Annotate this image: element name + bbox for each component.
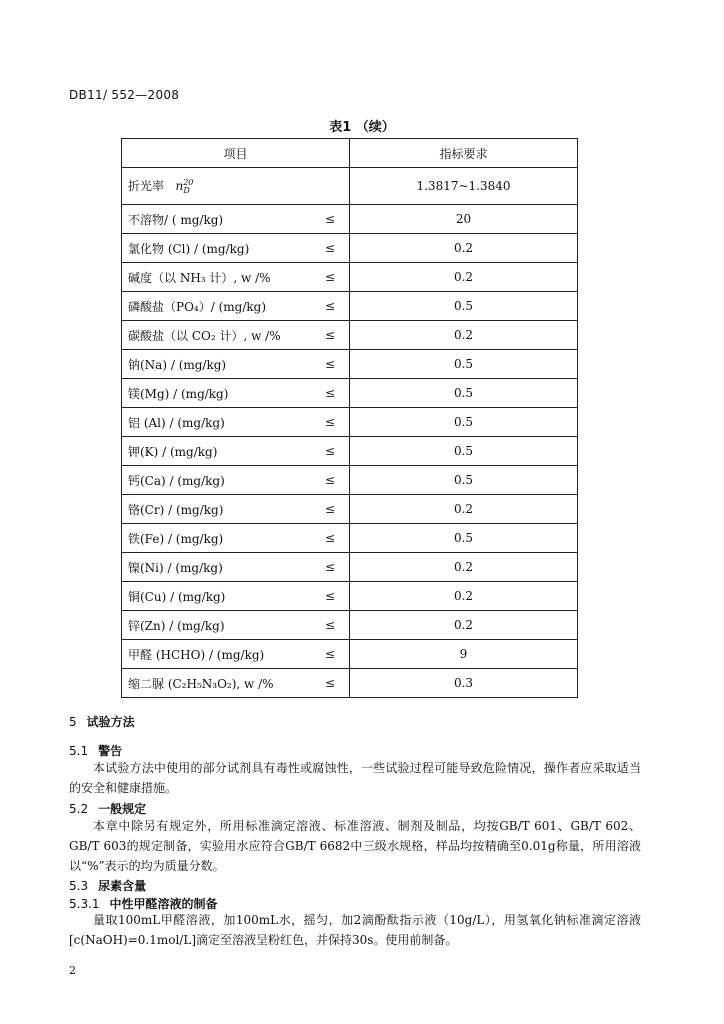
less-equal-symbol: ≤ <box>324 270 335 284</box>
table-row <box>122 263 578 292</box>
row-label <box>122 263 350 292</box>
refractive-index-symbol: $n^{20}_D$ <box>167 177 194 196</box>
row-value: 1.3817~1.3840 <box>350 168 578 205</box>
row-value: 0.5 <box>350 292 578 321</box>
less-equal-symbol: ≤ <box>324 357 335 371</box>
row-label-text: 铬(Cr) / (mg/kg) <box>128 502 224 517</box>
row-label-text: 铁(Fe) / (mg/kg) <box>128 531 224 546</box>
row-value: 0.2 <box>350 321 578 350</box>
spec-table <box>121 138 578 698</box>
row-label <box>122 669 350 698</box>
row-label <box>122 611 350 640</box>
table-row <box>122 234 578 263</box>
header-item: 项目 <box>122 139 350 168</box>
row-value: 0.5 <box>350 408 578 437</box>
header-requirement: 指标要求 <box>350 139 578 168</box>
less-equal-symbol: ≤ <box>324 386 335 400</box>
less-equal-symbol: ≤ <box>324 560 335 574</box>
row-value: 20 <box>350 205 578 234</box>
row-label-text: 不溶物/ ( mg/kg) <box>128 212 224 227</box>
less-equal-symbol: ≤ <box>324 212 335 226</box>
table-row <box>122 495 578 524</box>
row-label-text: 铝 (Al) / (mg/kg) <box>128 415 225 430</box>
row-value: 0.5 <box>350 524 578 553</box>
section-5-heading: 5 试验方法 <box>69 715 135 729</box>
table-row <box>122 205 578 234</box>
row-label-text: 镁(Mg) / (mg/kg) <box>128 386 229 401</box>
page-number: 2 <box>69 964 76 977</box>
less-equal-symbol: ≤ <box>324 473 335 487</box>
less-equal-symbol: ≤ <box>324 589 335 603</box>
row-label-text: 镍(Ni) / (mg/kg) <box>128 560 223 575</box>
row-value: 0.5 <box>350 437 578 466</box>
table-row <box>122 466 578 495</box>
row-label <box>122 350 350 379</box>
row-label-text: 铜(Cu) / (mg/kg) <box>128 589 226 604</box>
row-value: 0.2 <box>350 582 578 611</box>
row-label-text: 钾(K) / (mg/kg) <box>128 444 218 459</box>
section-5-2-heading: 5.2 一般规定 <box>69 802 147 816</box>
row-label <box>122 495 350 524</box>
section-5-3-heading: 5.3 尿素含量 <box>69 879 147 893</box>
row-value: 0.2 <box>350 553 578 582</box>
row-label <box>122 408 350 437</box>
less-equal-symbol: ≤ <box>324 531 335 545</box>
less-equal-symbol: ≤ <box>324 647 335 661</box>
row-value: 0.2 <box>350 495 578 524</box>
row-label-text: 钙(Ca) / (mg/kg) <box>128 473 225 488</box>
row-label <box>122 582 350 611</box>
row-label-text: 磷酸盐（PO₄）/ (mg/kg) <box>128 299 267 314</box>
row-label-text: 钠(Na) / (mg/kg) <box>128 357 227 372</box>
table-title: 表1 （续） <box>329 120 395 135</box>
table-row <box>122 669 578 698</box>
row-value: 0.5 <box>350 379 578 408</box>
less-equal-symbol: ≤ <box>324 618 335 632</box>
less-equal-symbol: ≤ <box>324 444 335 458</box>
row-label <box>122 437 350 466</box>
table-row <box>122 408 578 437</box>
row-value: 0.5 <box>350 466 578 495</box>
table-row <box>122 379 578 408</box>
section-5-3-1-paragraph: 量取100mL甲醛溶液，加100mL水，摇匀，加2滴酚酞指示液（10g/L），用氢氧化钠标准滴定溶液[c(NaOH)=0.1mol/L]滴定至溶液呈粉红色，并保持30s。使用前制备。 <box>69 913 641 947</box>
table-row <box>122 640 578 669</box>
table-row <box>122 611 578 640</box>
section-5-1-paragraph: 本试验方法中使用的部分试剂具有毒性或腐蚀性，一些试验过程可能导致危险情况，操作者应采取适当的安全和健康措施。 <box>69 761 641 795</box>
less-equal-symbol: ≤ <box>324 328 335 342</box>
table-row <box>122 350 578 379</box>
row-label <box>122 553 350 582</box>
row-label <box>122 640 350 669</box>
table-row <box>122 437 578 466</box>
row-label <box>122 234 350 263</box>
row-label <box>122 379 350 408</box>
row-value: 0.5 <box>350 350 578 379</box>
table-row <box>122 524 578 553</box>
table-row <box>122 582 578 611</box>
row-label-text: 碳酸盐（以 CO₂ 计）, w /% <box>128 328 281 343</box>
row-label <box>122 466 350 495</box>
row-value: 0.3 <box>350 669 578 698</box>
less-equal-symbol: ≤ <box>324 502 335 516</box>
row-value: 0.2 <box>350 263 578 292</box>
row-label <box>122 168 350 205</box>
less-equal-symbol: ≤ <box>324 241 335 255</box>
table-header-row <box>122 139 578 168</box>
row-label-text: 缩二脲 (C₂H₅N₃O₂), w /% <box>128 676 274 691</box>
section-5-3-1-heading: 5.3.1 中性甲醛溶液的制备 <box>69 897 218 911</box>
section-5-1-heading: 5.1 警告 <box>69 744 123 758</box>
row-label <box>122 321 350 350</box>
less-equal-symbol: ≤ <box>324 299 335 313</box>
row-value: 9 <box>350 640 578 669</box>
row-value: 0.2 <box>350 611 578 640</box>
row-label-text: 锌(Zn) / (mg/kg) <box>128 618 225 633</box>
row-label-text: 碱度（以 NH₃ 计）, w /% <box>128 270 271 285</box>
row-label <box>122 292 350 321</box>
row-label-text: 折光率 <box>128 178 165 193</box>
row-label <box>122 524 350 553</box>
table-row <box>122 292 578 321</box>
row-value: 0.2 <box>350 234 578 263</box>
less-equal-symbol: ≤ <box>324 676 335 690</box>
table-row <box>122 321 578 350</box>
table-row <box>122 168 578 205</box>
row-label-text: 甲醛 (HCHO) / (mg/kg) <box>128 647 265 662</box>
table-row <box>122 553 578 582</box>
less-equal-symbol: ≤ <box>324 415 335 429</box>
document-code: DB11/ 552—2008 <box>69 88 180 102</box>
row-label-text: 氯化物 (Cl) / (mg/kg) <box>128 241 250 256</box>
row-label <box>122 205 350 234</box>
section-5-2-paragraph: 本章中除另有规定外，所用标准滴定溶液、标准溶液、制剂及制品，均按GB/T 601、GB/T 602、GB/T 603的规定制备，实验用水应符合GB/T 6682中三级水规格，样品均按精确至0.01g称量，所用溶液以“%”表示的均为质量分数。 <box>69 819 641 873</box>
